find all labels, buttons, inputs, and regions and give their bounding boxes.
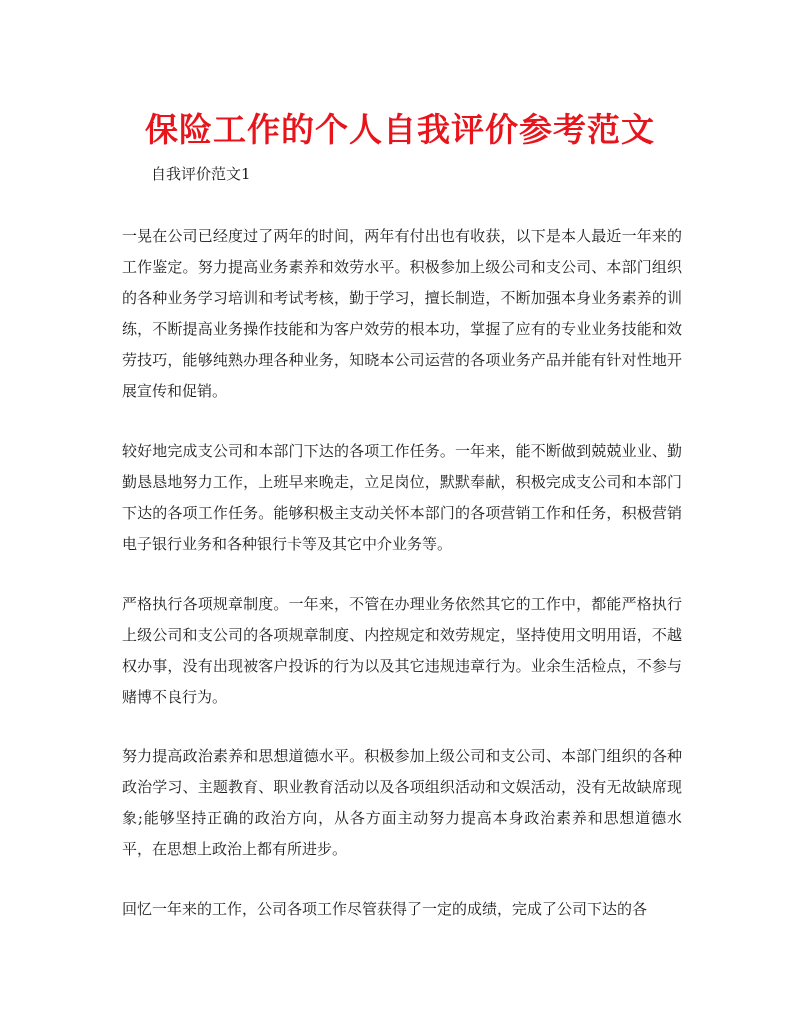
document-title: 保险工作的个人自我评价参考范文 xyxy=(145,110,655,149)
document-subtitle: 自我评价范文1 xyxy=(151,165,251,183)
paragraph-4: 努力提高政治素养和思想道德水平。积极参加上级公司和支公司、本部门组织的各种政治学习、主题教育、职业教育活动以及各项组织活动和文娱活动，没有无故缺席现象;能够坚持正确的政治方向，从各方面主动努力提高本身政治素养和思想道德水平，在思想上政治上都有所进步。 xyxy=(122,747,682,858)
paragraph-5: 回忆一年来的工作，公司各项工作尽管获得了一定的成绩，完成了公司下达的各 xyxy=(122,900,648,918)
paragraph-2: 较好地完成支公司和本部门下达的各项工作任务。一年来，能不断做到兢兢业业、勤勤恳恳地努力工作，上班早来晚走，立足岗位，默默奉献，积极完成支公司和本部门下达的各项工作任务。能够积极主支动关怀本部门的各项营销工作和任务，积极营销电子银行业务和各种银行卡等及其它中介业务等。 xyxy=(122,442,682,553)
paragraph-1: 一晃在公司已经度过了两年的时间，两年有付出也有收获，以下是本人最近一年来的工作鉴定。努力提高业务素养和效劳水平。积极参加上级公司和支公司、本部门组织的各种业务学习培训和考试考核，勤于学习，擅长制造，不断加强本身业务素养的训练，不断提高业务操作技能和为客户效劳的根本功，掌握了应有的专业业务技能和效劳技巧，能够纯熟办理各种业务，知晓本公司运营的各项业务产品并能有针对性地开展宣传和促销。 xyxy=(122,227,682,400)
paragraph-3: 严格执行各项规章制度。一年来，不管在办理业务依然其它的工作中，都能严格执行上级公司和支公司的各项规章制度、内控规定和效劳规定，坚持使用文明用语，不越权办事，没有出现被客户投诉的行为以及其它违规违章行为。业余生活检点，不参与赌博不良行为。 xyxy=(122,595,682,706)
